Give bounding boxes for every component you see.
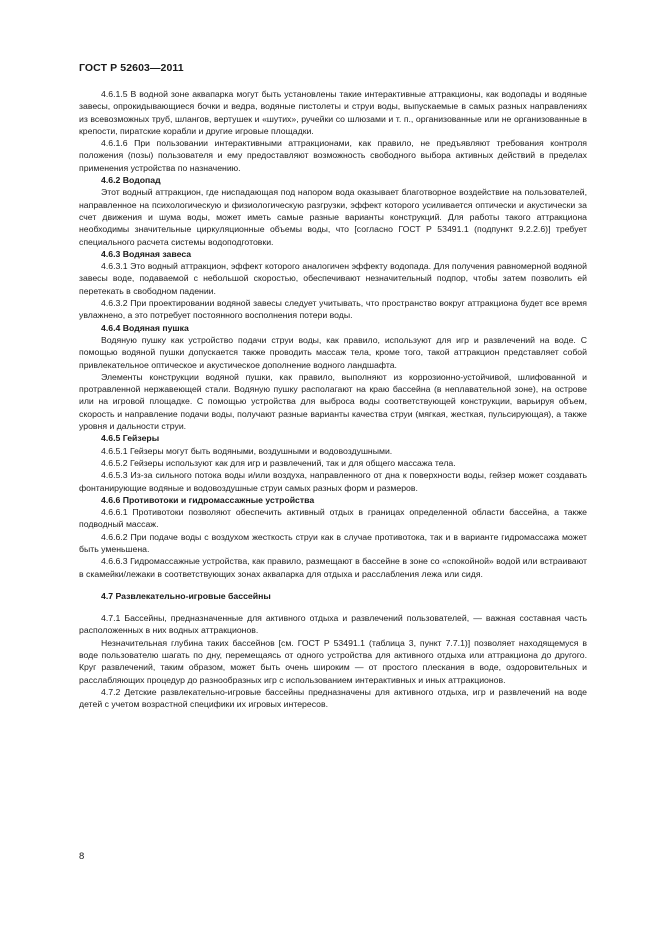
paragraph: 4.7.2 Детские развлекательно-игровые бассейны предназначены для активного отдыха, игр и развлечений на воде детей с учетом возрастной специфики их игровых интересов. [79,686,587,710]
paragraph: Элементы конструкции водяной пушки, как правило, выполняют из коррозионно-устойчивой, шлифованной и протравленной нержавеющей стали. Водяную пушку располагают на краю бассейна (в неплавательной зоне), на острове или на игровой площадке. С помощью устройства для выброса воды соответствующей конструкции, варьируя объем, скорость и направление подачи воды, получают разные варианты качества струи (мягкая, жесткая, пульсирующая), а также уровня и дальности струи. [79,371,587,432]
paragraph: 4.6.3.2 При проектировании водяной завесы следует учитывать, что пространство вокруг аттракциона будет все время увлажнено, а это потребует постоянного восполнения потери воды. [79,298,587,321]
document-header: ГОСТ Р 52603—2011 [79,62,184,74]
paragraph: 4.6.6.1 Противотоки позволяют обеспечить активный отдых в границах определенной области бассейна, а также подводный массаж. [79,507,587,530]
paragraph: 4.6.5.1 Гейзеры могут быть водяными, воздушными и водовоздушными. [101,445,393,456]
section-heading: 4.6.5 Гейзеры [101,433,160,444]
paragraph: Этот водный аттракцион, где ниспадающая под напором вода оказывает благотворное воздействие на пользователей, направленное на психологическую и физиологическую разгрузки, эффект которого усиливается оптически и акустически за счет движения и шума воды, может иметь самые разные варианты конструкций. Для работы такого аттракциона необходимы значительные циркуляционные объемы воды, что [согласно ГОСТ Р 53491.1 (подпункт 9.2.2.6)] требует специального расчета системы водоподготовки. [79,187,587,247]
page-number: 8 [79,851,85,862]
paragraph: 4.7.1 Бассейны, предназначенные для активного отдыха и развлечений пользователей, — важная составная часть расположенных в них водных аттракционов. [79,613,587,636]
section-heading: 4.6.2 Водопад [101,175,161,186]
paragraph: 4.6.1.6 При пользовании интерактивными аттракционами, как правило, не предъявляют требования контроля положения (позы) пользователя и ему предоставляют возможность свободного выбора активных действий в пределах применения устройства по назначению. [79,138,587,173]
section-heading: 4.6.6 Противотоки и гидромассажные устройства [101,494,315,505]
paragraph: 4.6.5.3 Из-за сильного потока воды и/или воздуха, направленного от дна к поверхности воды, гейзер может создавать фонтанирующие водяные и водовоздушные струи самых разных форм и размеров. [79,470,587,493]
paragraph: 4.6.5.2 Гейзеры используют как для игр и развлечений, так и для общего массажа тела. [101,457,456,468]
paragraph: 4.6.3.1 Это водный аттракцион, эффект которого аналогичен эффекту водопада. Для получения равномерной водяной завесы воде, подаваемой с небольшой скоростью, обеспечивают незначительный подпор, чтобы затем позволить ей перетекать в свободном падении. [79,261,587,296]
section-heading: 4.6.3 Водяная завеса [101,248,192,259]
document-body [79,88,587,711]
paragraph: 4.6.1.5 В водной зоне аквапарка могут быть установлены такие интерактивные аттракционы, как водопады и водяные завесы, опрокидывающиеся бочки и ведра, водяные пистолеты и струи воды, выпускаемые в самых разных направлениях из всевозможных труб, шлангов, вертушек и «шутих», ручейки со шлюзами и т. п., организованные или не организованные в крепости, пиратские корабли и другие игровые площадки. [79,89,587,136]
paragraph: 4.6.6.2 При подаче воды с воздухом жесткость струи как в случае противотока, так и в варианте гидромассажа может быть уменьшена. [79,531,587,554]
paragraph: Незначительная глубина таких бассейнов [см. ГОСТ Р 53491.1 (таблица 3, пункт 7.7.1)] позволяет находящемуся в воде пользователю шагать по дну, перемещаясь от одного устройства для активного отдыха или аттракциона до другого. Круг развлечений, таким образом, может быть очень широким — от простого плескания в воде, оздоровительных и расслабляющих процедур до разнообразных игр с использованием интерактивных и иных аттракционов. [79,637,587,685]
paragraph: Водяную пушку как устройство подачи струи воды, как правило, используют для игр и развлечений на воде. С помощью водяной пушки допускается также проводить массаж тела, кроме того, такой аттракцион представляет собой привлекательное оптическое и акустическое дополнение водного ландшафта. [79,334,587,370]
section-heading: 4.6.4 Водяная пушка [101,322,189,333]
paragraph: 4.6.6.3 Гидромассажные устройства, как правило, размещают в бассейне в зоне со «спокойной» водой или встраивают в скамейки/лежаки в соответствующих зонах аквапарка для отдыха и расслабления лежа или сидя. [79,556,587,579]
chapter-heading: 4.7 Развлекательно-игровые бассейны [101,590,271,601]
